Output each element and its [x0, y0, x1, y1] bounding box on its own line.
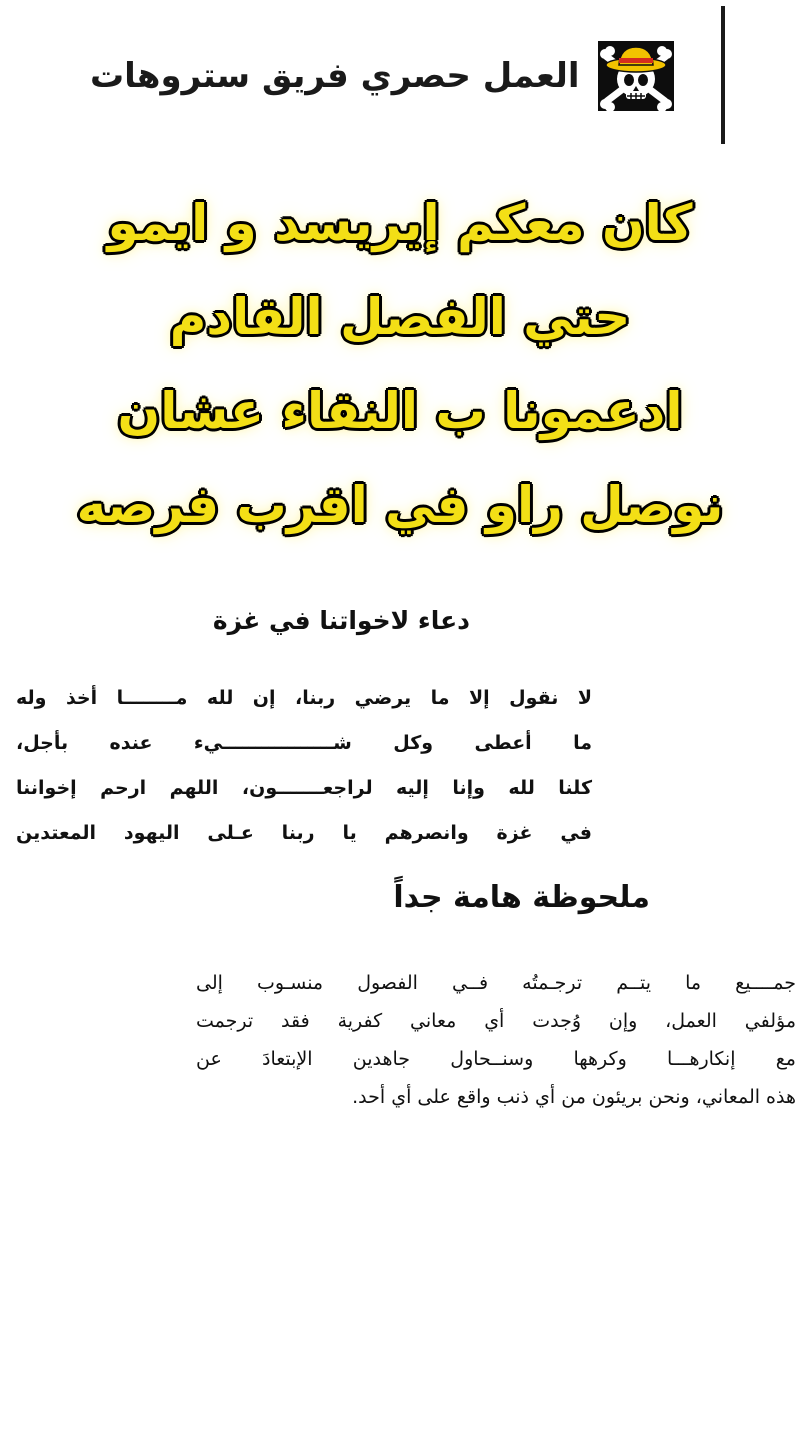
divider-bar — [721, 6, 725, 144]
note-line: هذه المعاني، ونحن بريئون من أي ذنب واقع على أي أحد. — [352, 1086, 796, 1108]
prayer-line: لا نقول إلا ما يرضي ربنا، إن لله مــــــــا أخذ وله — [16, 687, 592, 709]
headline-line: نوصل راو في اقرب فرصه — [76, 476, 724, 534]
note-title: ملحوظة هامة جداً — [393, 880, 650, 915]
headline-line: ادعمونا ب النقاء عشان — [117, 382, 683, 440]
prayer-line: ما أعطى وكل شـــــــــــــــــيء عنده بأجل، — [16, 732, 592, 754]
prayer-title: دعاء لاخواتنا في غزة — [212, 606, 470, 635]
prayer-line: كلنا لله وإنا إليه لراجعـــــــون، اللهم ارحم إخواننا — [16, 777, 592, 799]
headline-line: كان معكم إيريسد و ايمو — [107, 194, 693, 252]
headline-line: حتي الفصل القادم — [169, 288, 631, 346]
straw-hat-jolly-roger-icon — [598, 41, 674, 111]
note-line: مؤلفي العمل، وإن وُجدت أي معاني كفرية فقد ترجمت — [196, 1010, 796, 1032]
headline — [0, 176, 800, 552]
note-paragraph — [196, 964, 796, 1116]
credit-banner — [90, 40, 674, 112]
credit-text: العمل حصري فريق ستروهات — [90, 56, 580, 96]
note-line: مع إنكارهـــا وكرهها وسنــحاول جاهدين الإبتعادَ عن — [196, 1048, 796, 1070]
prayer-paragraph — [16, 676, 592, 856]
prayer-line: في غزة وانصرهم يا ربنا عـلى اليهود المعتدين — [16, 822, 592, 844]
note-line: جمــــيع ما يتــم ترجـمتُه فــي الفصول منسـوب إلى — [196, 972, 796, 994]
